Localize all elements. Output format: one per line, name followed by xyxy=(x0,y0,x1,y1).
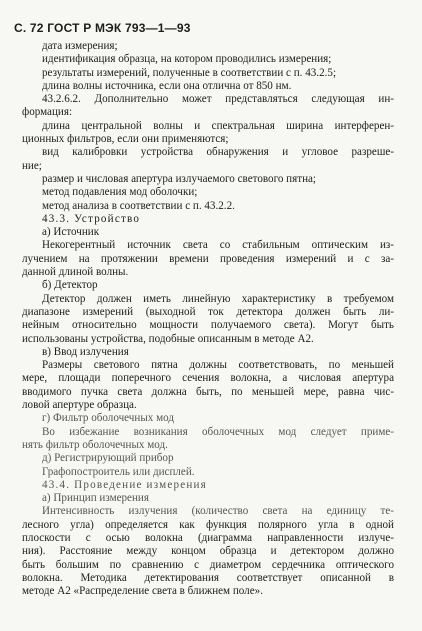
text-line: ловой апертуре образца. xyxy=(22,399,137,412)
text-line: 43.2.6.2. Дополнительно может представляться следующая ин- xyxy=(42,93,394,106)
text-line: плоскости с осью волокна (диаграмма направленности излуче- xyxy=(22,531,394,544)
text-line: вид калибровки устройства обнаружения и угловое разреше- xyxy=(42,146,394,159)
text-line: Во избежание возникания оболочечных мод следует приме- xyxy=(42,425,394,438)
text-line: Размеры светового пятна должны соответствовать, по меньшей xyxy=(42,359,394,372)
text-line: длина центральной волны и спектральная ширина интерферен- xyxy=(42,119,394,132)
text-line: лучением на протяжении времени проведения измерений и с за- xyxy=(22,252,394,265)
text-line: Графопостроитель или дисплей. xyxy=(42,465,195,478)
page-header: С. 72 ГОСТ Р МЭК 793—1—93 xyxy=(14,21,191,35)
subsection-heading: а) Принцип измерения xyxy=(42,492,149,505)
text-line: идентификация образца, на котором проводились измерения; xyxy=(42,53,332,66)
text-line: метод подавления мод оболочки; xyxy=(42,186,198,199)
text-line: ние; xyxy=(22,159,42,172)
text-line: Интенсивность излучения (количество света на единицу те- xyxy=(42,505,394,518)
text-line: метод анализа в соответствии с п. 43.2.2. xyxy=(42,199,235,212)
text-line: формация: xyxy=(22,106,73,119)
text-line: диапазоне измерений (выходной ток детектора должен быть ли- xyxy=(22,305,394,318)
text-line: вводимого пучка света должна быть, по меньшей мере, равна чис- xyxy=(22,385,394,398)
text-line: использованы устройства, подобные описанным в методе А2. xyxy=(22,332,314,345)
text-line: результаты измерений, полученные в соответствии с п. 43.2.5; xyxy=(42,66,337,79)
text-line: ния). Расстояние между концом образца и детектором должно xyxy=(22,545,394,558)
text-line: нейным относительно мощности получаемого света). Могут быть xyxy=(22,319,394,332)
text-line: быть большим по сравнению с диаметром сердечника оптического xyxy=(22,558,394,571)
text-line: волокна. Методика детектирования соответствует описанной в xyxy=(22,571,394,584)
text-line: длина волны источника, если она отлична от 850 нм. xyxy=(42,79,292,92)
text-line: Детектор должен иметь линейную характеристику в требуемом xyxy=(42,292,394,305)
subsection-heading: г) Фильтр оболочечных мод xyxy=(42,412,174,425)
subsection-heading: б) Детектор xyxy=(42,279,98,292)
document-body xyxy=(22,40,394,598)
section-heading: 43.4. Проведение измерения xyxy=(42,478,207,491)
subsection-heading: а) Источник xyxy=(42,226,100,239)
text-line: дата измерения; xyxy=(42,40,118,52)
subsection-heading: д) Регистрирующий прибор xyxy=(42,452,174,465)
text-line: нять фильтр оболочечных мод. xyxy=(22,438,168,451)
text-line: данной длиной волны. xyxy=(22,266,129,279)
text-line: лесного угла) определяется как функция полярного угла в одной xyxy=(22,518,394,531)
text-line: размер и числовая апертура излучаемого светового пятна; xyxy=(42,172,317,185)
subsection-heading: в) Ввод излучения xyxy=(42,345,129,358)
text-line: Некогерентный источник света со стабильным оптическим из- xyxy=(42,239,394,252)
section-heading: 43.3. Устройство xyxy=(42,212,141,225)
text-line: ционных фильтров, если они применяются; xyxy=(22,133,229,146)
text-line: методе А2 «Распределение света в ближнем поле». xyxy=(22,585,263,598)
text-line: мере, площади поперечного сечения волокна, а числовая апертура xyxy=(22,372,394,385)
